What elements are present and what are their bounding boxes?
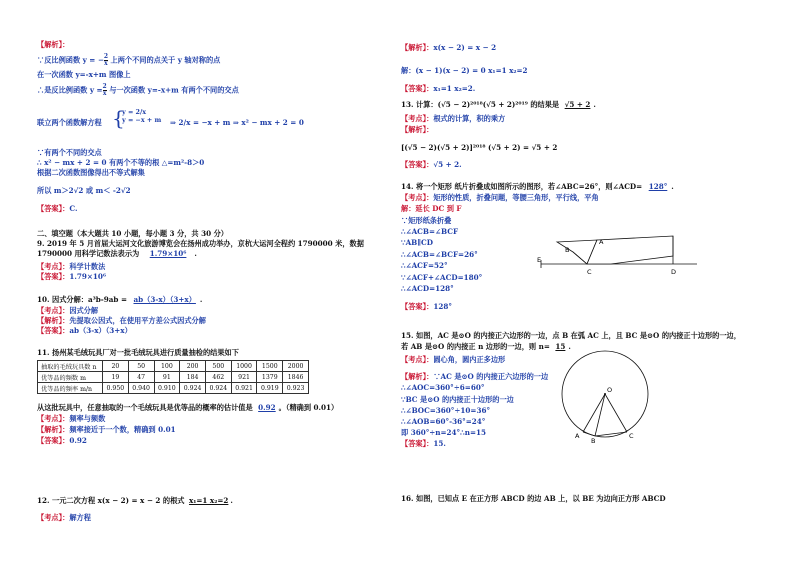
table-cell: 1379 [257,372,283,383]
answer-line [401,160,462,170]
table-cell: 19 [103,372,129,383]
question-11-cont [37,403,338,413]
numerator: 2 [102,83,107,90]
table-cell: 200 [180,361,206,372]
table-cell: 1000 [231,361,257,372]
solution-line: 解：(x − 1)(x − 2) = 0 x₁=1 x₂=2 [401,66,528,75]
answer-line [401,84,475,94]
table-cell: 1500 [257,361,283,372]
answer-tag: 【答案】： [37,272,70,281]
equation-system [112,106,162,130]
answer-tag: 【答案】： [37,204,70,213]
jiexi-tag: 【解析】： [401,372,434,381]
kaodian-tag: 【考点】： [37,414,70,423]
question-13: 13. 计算：(√5 − 2)²⁰¹⁸(√5 + 2)²⁰¹⁹ 的结果是 √5 + 2 . [401,100,596,109]
kaodian-value: 根式的计算，积的乘方 [433,114,506,123]
solution-line: ∴∠ACB=∠BCF [401,227,459,236]
text: 10. 因式分解：a³b-9ab = [37,295,127,304]
question-16: 16. 如图，已知点 E 在正方形 ABCD 的边 AB 上，以 BE 为边向正方形 ABCD [401,494,666,503]
kaodian-value: 频率与频数 [69,414,106,423]
answer-value: x₁=1 x₂=2. [433,84,476,93]
kaodian-line [401,355,505,365]
answer-value: 1.79×10⁶ [69,272,107,281]
solution-line [37,84,239,97]
table-row [38,372,309,383]
answer-value: ab（3-x）（3+x） [69,326,132,335]
solution-line: ∴∠AOB=60°-36°=24° [401,417,486,426]
text: 上两个不同的点关于 y 轴对称的点 [108,55,221,65]
kaodian-tag: 【考点】： [37,513,70,522]
jiexi-line [37,425,176,435]
answer-tag: 【答案】： [401,439,434,448]
solution-line: ∴∠ACF=52° [401,261,448,270]
circle-figure [559,344,655,444]
table-cell: 91 [154,372,180,383]
jiexi-tag: 【解析】： [37,40,70,49]
sample-table [37,360,309,394]
jiexi-tag: 【解析】： [37,425,70,434]
jiexi-tag: 【解析】： [401,43,434,52]
text: 若 AB 是⊙O 的内接正 n 边形的一边，则 n= [401,342,550,351]
answer-tag: 【答案】： [401,84,434,93]
solution-line: ∴∠ACB=∠BCF=26° [401,250,478,259]
denominator: x [102,90,107,97]
blank-answer: x₁=1 x₂=2 [188,496,229,505]
answer-value: C. [69,204,78,213]
kaodian-tag: 【考点】： [401,355,434,364]
radius-ob [595,394,605,436]
blank-answer: 15 [555,342,566,351]
table-cell: 2000 [283,361,309,372]
kaodian-line [37,513,91,523]
solution-line: 即 360°÷n=24°∴n=15 [401,428,486,437]
text: 与一次函数 y=-x+m 有两个不同的交点 [106,85,239,95]
kaodian-value: 因式分解 [69,306,99,315]
table-cell: 921 [231,372,257,383]
brace: { [112,106,125,130]
kaodian-tag: 【考点】： [37,262,70,271]
kaodian-tag: 【考点】： [401,114,434,123]
blank-answer: 128° [648,182,668,191]
question-10: 10. 因式分解：a³b-9ab = ab（3-x）（3+x） . [37,295,203,304]
chord-ab [583,432,595,436]
table-cell: 20 [103,361,129,372]
answer-line [37,272,106,282]
kaodian-value: 圆心角，圆内正多边形 [433,355,506,364]
question-11: 11. 扬州某毛绒玩具厂对一批毛绒玩具进行质量抽检的结果如下 [37,348,239,357]
kaodian-line [401,193,599,203]
answer-line [37,436,87,446]
row-header-cell: 优等品的频率 m/n [38,383,103,394]
label-d: D [671,268,677,276]
answer-tag: 【答案】： [401,160,434,169]
answer-tag: 【答案】： [37,326,70,335]
table-cell: 0.921 [231,383,257,394]
solution-line: ∴∠AOC=360°÷6=60° [401,383,485,392]
question-14: 14. 将一个矩形 纸片折叠成如图所示的图形，若∠ABC=26°，则∠ACD= 128° . [401,182,674,191]
table-cell: 0.924 [180,383,206,394]
text: 从这批玩具中，任意抽取的一个毛绒玩具是优等品的概率的估计值是 [37,403,253,412]
label-e: E [537,256,542,264]
jiexi-line: 解：延长 DC 到 F [401,204,462,213]
kaodian-line [401,114,505,124]
solution-line: 根据二次函数图像得出不等式解集 [37,168,145,177]
label-a: A [575,432,580,440]
table-row [38,361,309,372]
table-cell: 50 [128,361,154,372]
jiexi-line [401,372,548,382]
jiexi-value: 频率接近于一个数，精确到 0.01 [69,425,176,434]
table-cell: 0.950 [103,383,129,394]
solution-line: 联立两个函数解方程 [37,118,102,127]
solution-line: ∴∠BOC=360°÷10=36° [401,406,491,415]
table-cell: 0.924 [205,383,231,394]
solution-line: ⇒ 2/x = −x + m ⇒ x² − mx + 2 = 0 [170,118,304,127]
jiexi-line [37,316,206,326]
row-header-cell: 优等品的频数 m [38,372,103,383]
table-cell: 0.923 [283,383,309,394]
blank-answer: 0.92 [258,403,276,412]
kaodian-value: 解方程 [69,513,91,522]
answer-tag: 【答案】： [37,436,70,445]
kaodian-line [37,262,105,272]
answer-value: √5 + 2. [433,160,462,169]
kaodian-tag: 【考点】： [401,193,434,202]
question-15-cont: 若 AB 是⊙O 的内接正 n 边形的一边，则 n= 15 . [401,342,571,351]
table-cell: 462 [205,372,231,383]
table-cell: 1846 [283,372,309,383]
table-cell: 0.910 [154,383,180,394]
table-cell: 0.919 [257,383,283,394]
calculation-line: [(√5 − 2)(√5 + 2)]²⁰¹⁸ (√5 + 2) = √5 + 2 [401,143,558,152]
question-12: 12. 一元二次方程 x(x − 2) = x − 2 的根式 x₁=1 x₂=2 . [37,496,233,505]
fold-figure [535,222,705,282]
label-a: A [599,238,604,246]
solution-line: ∵BC 是⊙O 的内接正十边形的一边 [401,395,514,404]
label-b: B [565,246,570,254]
solution-line: ∵有两个不同的交点 [37,148,102,157]
row-header-cell: 抽取的毛绒玩具数 n [38,361,103,372]
jiexi-value: 先提取公因式，在使用平方差公式因式分解 [69,316,206,325]
blank-answer: √5 + 2 [564,100,591,109]
text: 14. 将一个矩形 纸片折叠成如图所示的图形，若∠ABC=26°，则∠ACD= [401,182,643,191]
kaodian-line [37,414,105,424]
text: 1790000 用科学记数法表示为 [37,249,140,258]
answer-line [401,302,452,312]
radius-oc [605,394,627,432]
question-9-cont: 1790000 用科学记数法表示为 1.79×10⁶ . [37,249,197,258]
solution-line: ∴∠ACD=128° [401,284,454,293]
text: ∴是反比例函数 y = [37,85,103,95]
radius-oa [583,394,605,432]
answer-value: 128° [433,302,452,311]
label-c: C [629,432,634,440]
table-row [38,383,309,394]
table-cell: 0.940 [128,383,154,394]
jiexi-value: ∵AC 是⊙O 的内接正六边形的一边 [433,372,549,381]
kaodian-line [37,306,98,316]
kaodian-tag: 【考点】： [37,306,70,315]
text: 。（精确到 0.01） [278,403,339,412]
question-9: 9. 2019 年 5 月首届大运河文化旅游博览会在扬州成功举办，京杭大运河全程约 1790000 米，数据 [37,239,364,248]
text: 13. 计算：(√5 − 2)²⁰¹⁸(√5 + 2)²⁰¹⁹ 的结果是 [401,100,560,109]
jiexi-value: x(x − 2) = x − 2 [433,43,497,52]
answer-line [37,326,132,336]
solution-line: 在一次函数 y=-x+m 图像上 [37,70,131,79]
label-c: C [587,268,592,276]
solution-line: 所以 m＞2√2 或 m＜ -2√2 [37,186,131,195]
section-heading: 二、填空题（本大题共 10 小题，每小题 3 分，共 30 分） [37,229,228,238]
jiexi-tag: 【解析】： [37,316,70,325]
table-cell: 184 [180,372,206,383]
answer-value: 0.92 [69,436,87,445]
system-eq-2: y = −x + m [122,116,162,124]
solution-line: ∴ x² − mx + 2 = 0 有两个不等的根 △=m²-8＞0 [37,158,205,167]
question-15: 15. 如图，AC 是⊙O 的内接正六边形的一边，点 B 在弧 AC 上，且 BC 是⊙O 的内接正十边形的一边， [401,331,741,340]
blank-answer: 1.79×10⁶ [149,249,187,258]
solution-line [37,54,220,67]
system-eq-1: y = 2/x [122,108,147,116]
center-dot [604,393,606,395]
answer-line [37,204,77,214]
table-cell: 500 [205,361,231,372]
right-column [397,0,794,562]
jiexi-tag: 【解析】： [401,125,434,134]
answer-line [401,439,446,449]
jiexi-line [401,43,496,53]
denominator: x [104,60,108,67]
label-o: O [607,386,613,394]
table-cell: 100 [154,361,180,372]
answer-tag: 【答案】： [401,302,434,311]
solution-line: ∵矩形纸条折叠 [401,216,452,225]
text: ∵反比例函数 y = − [37,55,104,65]
text: 12. 一元二次方程 x(x − 2) = x − 2 的根式 [37,496,185,505]
answer-value: 15. [433,439,446,448]
solution-line: ∵∠ACF+∠ACD=180° [401,273,483,282]
kaodian-value: 科学计数法 [69,262,106,271]
chord-bc [595,432,627,436]
table-cell: 47 [128,372,154,383]
solution-line: ∵AB∥CD [401,238,433,247]
kaodian-value: 矩形的性质，折叠问题，等腰三角形，平行线，平角 [433,193,599,202]
numerator: 2 [103,53,109,60]
label-b: B [591,437,596,445]
blank-answer: ab（3-x）（3+x） [133,295,196,304]
